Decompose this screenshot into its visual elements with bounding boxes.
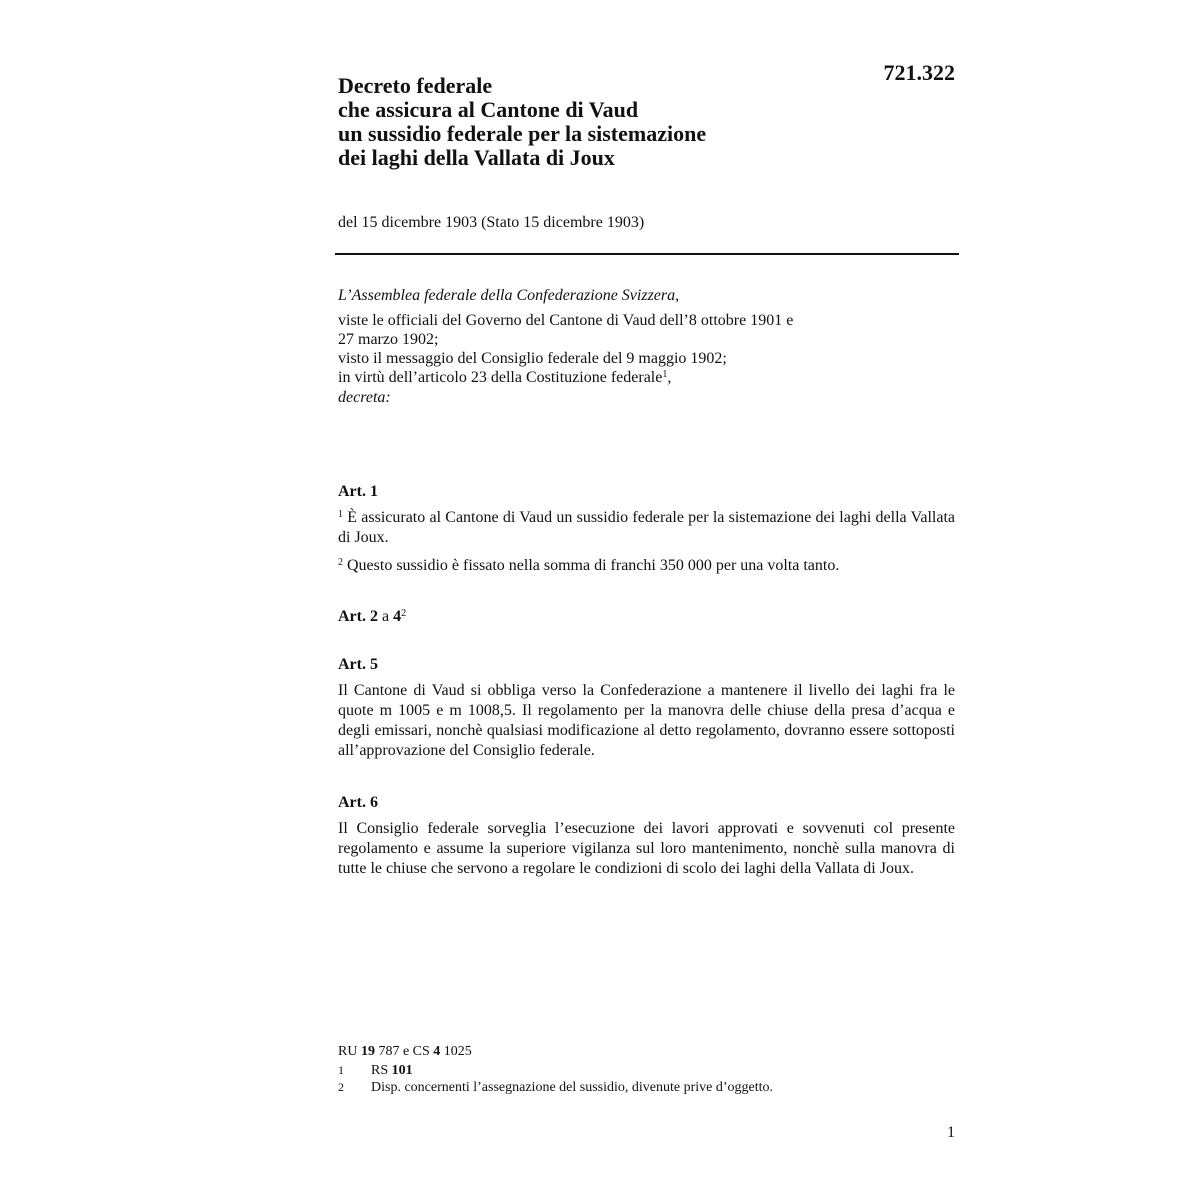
heading-start: Art. 2 — [338, 608, 378, 625]
footnotes — [338, 1043, 958, 1096]
sr-number: 721.322 — [883, 60, 955, 85]
source-volume: 4 — [433, 1044, 441, 1059]
preamble-intro: L’Assemblea federale della Confederazione Svizzera, — [338, 287, 680, 304]
source-reference — [338, 1043, 958, 1061]
paragraph-text: È assicurato al Cantone di Vaud un sussidio federale per la sistemazione dei laghi della Vallata di Joux. — [338, 509, 955, 546]
document-date: del 15 dicembre 1903 (Stato 15 dicembre 1903) — [338, 214, 645, 231]
article-1 — [338, 482, 955, 584]
source-volume: 19 — [360, 1044, 375, 1059]
footnote-number: 1 — [338, 1063, 344, 1077]
article-paragraph — [338, 556, 955, 576]
preamble-line — [338, 368, 958, 387]
preamble-line-text: in virtù dell’articolo 23 della Costituzione federale — [338, 369, 663, 386]
title-line: un sussidio federale per la sistemazione — [338, 121, 707, 146]
article-paragraph: Il Consiglio federale sorveglia l’esecuzione dei lavori approvati e sovvenuti col presente regolamento e assume la superiore vigilanza sul loro mantenimento, nonchè sulla manovra di tutte le chiuse che servono a regolare le condizioni di scolo dei laghi della Vallata di Joux. — [338, 820, 955, 877]
preamble-line: visto il messaggio del Consiglio federale del 9 maggio 1902; — [338, 350, 727, 367]
paragraph-number: 1 — [338, 509, 343, 520]
footnote-number: 2 — [338, 1080, 344, 1094]
footnote-2 — [338, 1079, 958, 1096]
preamble-decree: decreta: — [338, 389, 391, 406]
paragraph-text: Questo sussidio è fissato nella somma di franchi 350 000 per una volta tanto. — [347, 557, 840, 574]
footnote-1 — [338, 1062, 958, 1079]
article-5 — [338, 655, 955, 769]
preamble-line: viste le officiali del Governo del Cantone di Vaud dell’8 ottobre 1901 e — [338, 312, 794, 329]
title-line: dei laghi della Vallata di Joux — [338, 145, 615, 170]
title-line: che assicura al Cantone di Vaud — [338, 97, 639, 122]
footnote-text: Disp. concernenti l’assegnazione del sussidio, divenute prive d’oggetto. — [371, 1080, 774, 1095]
article-heading — [338, 607, 955, 627]
article-6 — [338, 793, 955, 887]
source-text: 787 e CS — [374, 1044, 434, 1059]
page-number: 1 — [947, 1124, 955, 1141]
document-title — [338, 74, 858, 170]
footnote-text — [371, 1062, 413, 1079]
article-paragraph — [338, 508, 955, 548]
article-heading: Art. 5 — [338, 656, 378, 673]
header-divider — [335, 253, 959, 255]
title-line: Decreto federale — [338, 73, 493, 98]
source-text: RU — [338, 1044, 361, 1059]
article-heading: Art. 6 — [338, 794, 378, 811]
article-2-to-4 — [338, 607, 955, 633]
preamble-line: 27 marzo 1902; — [338, 331, 439, 348]
source-text: 1025 — [440, 1044, 472, 1059]
paragraph-number: 2 — [338, 557, 343, 568]
footnote-ref[interactable]: 1 — [662, 369, 668, 380]
heading-connector: a — [381, 608, 390, 625]
heading-end: 4 — [393, 608, 402, 625]
footnote-ref[interactable]: 2 — [401, 608, 407, 619]
footnote-text-bold: 101 — [391, 1063, 413, 1078]
article-heading: Art. 1 — [338, 483, 378, 500]
preamble-line-end: , — [667, 369, 672, 386]
preamble — [338, 286, 958, 407]
footnote-text-plain: RS — [371, 1063, 392, 1078]
article-paragraph: Il Cantone di Vaud si obbliga verso la Confederazione a mantenere il livello dei laghi fra le quote m 1005 e m 1008,5. Il regolamento per la manovra delle chiuse della presa d’acqua e degli emissari, nonchè qualsiasi modificazione al detto regolamento, dovranno essere sottoposti all’approvazione del Consiglio federale. — [338, 682, 955, 759]
